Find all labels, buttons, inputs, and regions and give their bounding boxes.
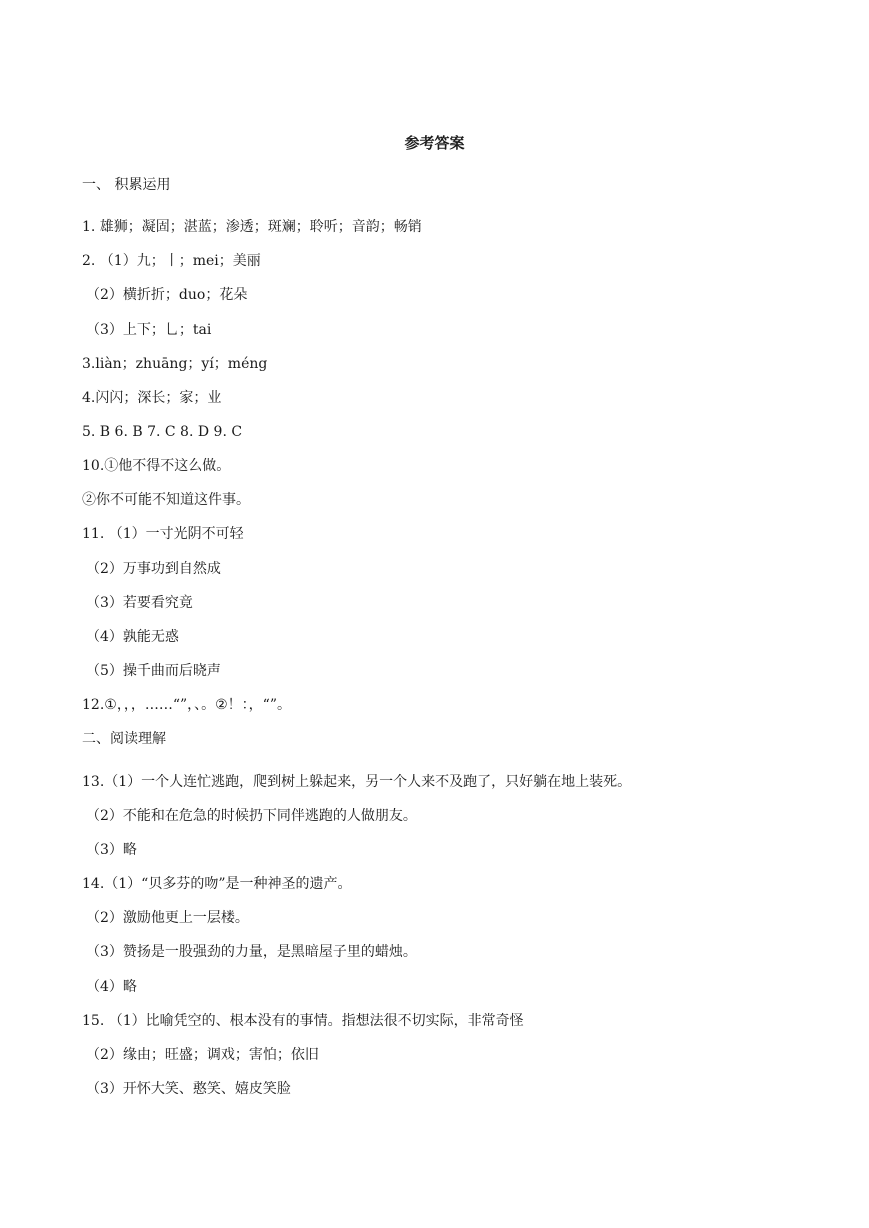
section-heading-2: 二、阅读理解 bbox=[82, 731, 166, 747]
answer-line: （5）操千曲而后晓声 bbox=[86, 663, 221, 679]
answer-line: （3）开怀大笑、憨笑、嬉皮笑脸 bbox=[86, 1081, 291, 1097]
answer-line: 12.①，，，……“”，、。②！：，“”。 bbox=[82, 697, 291, 713]
answer-line: （3）上下；乚；tai bbox=[86, 322, 212, 338]
answer-line: （2）横折折；duo；花朵 bbox=[86, 287, 248, 303]
answer-line: 15. （1）比喻凭空的、根本没有的事情。指想法很不切实际，非常奇怪 bbox=[82, 1013, 524, 1029]
answer-line: 2. （1）九；丨；mei；美丽 bbox=[82, 253, 261, 269]
answer-line: 13.（1）一个人连忙逃跑，爬到树上躲起来，另一个人来不及跑了，只好躺在地上装死。 bbox=[82, 774, 632, 790]
answer-line: （4）孰能无惑 bbox=[86, 629, 179, 645]
answer-line: 3.liàn；zhuāng；yí；méng bbox=[82, 356, 268, 372]
answer-line: （4）略 bbox=[86, 979, 137, 995]
answer-line: （2）不能和在危急的时候扔下同伴逃跑的人做朋友。 bbox=[86, 808, 417, 824]
answer-line: 10.①他不得不这么做。 bbox=[82, 458, 231, 474]
section-heading-1: 一、 积累运用 bbox=[82, 177, 171, 193]
answer-line: （3）略 bbox=[86, 842, 137, 858]
answer-line: （3）若要看究竟 bbox=[86, 595, 193, 611]
answer-line: 5. B 6. B 7. C 8. D 9. C bbox=[82, 424, 243, 440]
answer-line: （2）缘由；旺盛；调戏；害怕；依旧 bbox=[86, 1047, 319, 1063]
answer-line: ②你不可能不知道这件事。 bbox=[82, 492, 250, 508]
answer-line: 1. 雄狮；凝固；湛蓝；渗透；斑斓；聆听；音韵；畅销 bbox=[82, 219, 422, 235]
answer-line: （2）激励他更上一层楼。 bbox=[86, 910, 249, 926]
page-title: 参考答案 bbox=[404, 134, 465, 152]
answer-line: （2）万事功到自然成 bbox=[86, 561, 221, 577]
answer-line: 11. （1）一寸光阴不可轻 bbox=[82, 526, 244, 542]
answer-line: 4.闪闪；深长；家；业 bbox=[82, 390, 222, 406]
answer-line: （3）赞扬是一股强劲的力量，是黑暗屋子里的蜡烛。 bbox=[86, 944, 417, 960]
answer-line: 14.（1）“贝多芬的吻”是一种神圣的遗产。 bbox=[82, 876, 352, 892]
